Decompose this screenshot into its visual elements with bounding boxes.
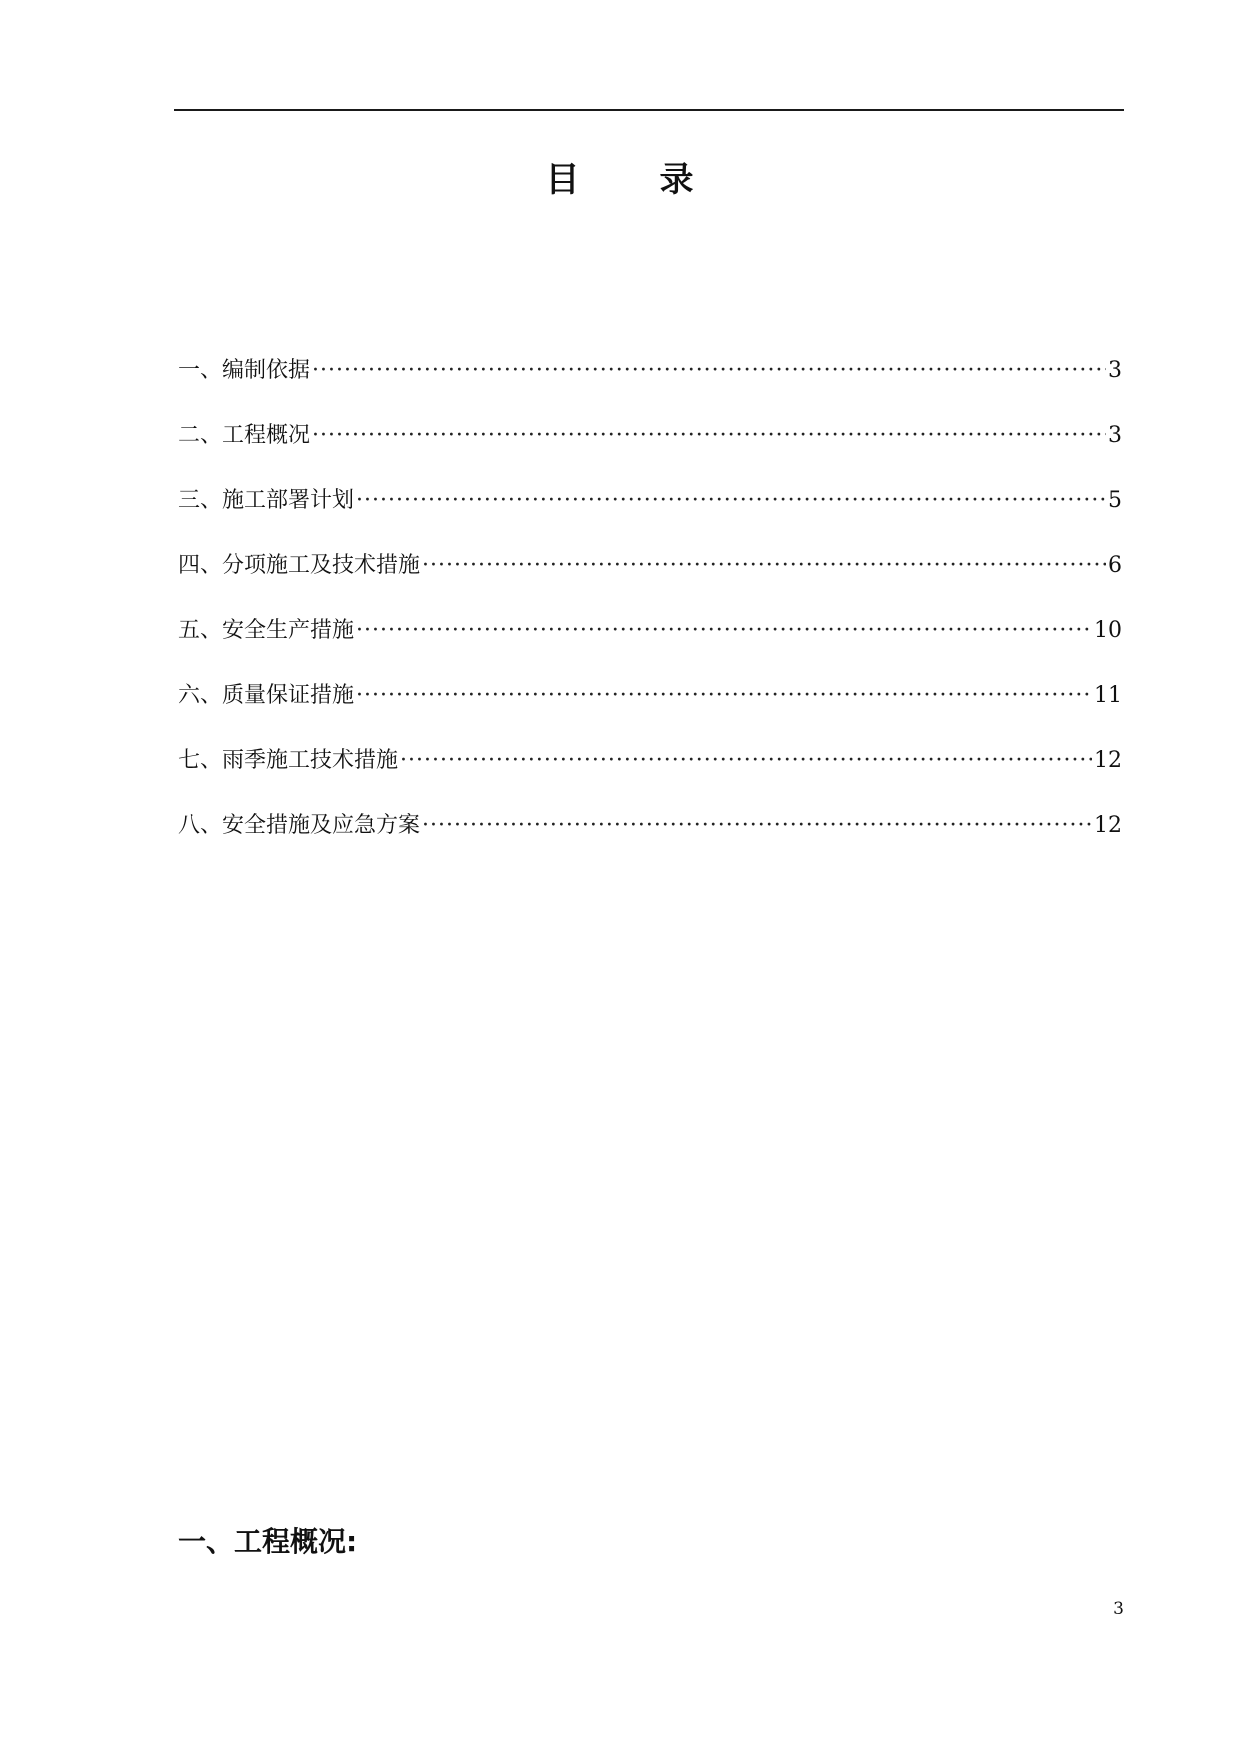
toc-entry[interactable] xyxy=(178,356,1122,421)
toc-list xyxy=(178,356,1122,876)
toc-entry-label: 七、雨季施工技术措施 xyxy=(178,748,399,773)
toc-dot-leader xyxy=(312,421,1106,451)
toc-entry-page: 3 xyxy=(1108,358,1122,383)
header-rule xyxy=(174,109,1124,111)
toc-entry-page: 10 xyxy=(1094,618,1122,643)
toc-entry-page: 3 xyxy=(1108,423,1122,448)
toc-dot-leader xyxy=(422,811,1092,841)
toc-entry[interactable] xyxy=(178,681,1122,746)
toc-dot-leader xyxy=(400,746,1092,776)
toc-entry-label: 二、工程概况 xyxy=(178,423,311,448)
toc-entry[interactable] xyxy=(178,421,1122,486)
toc-title-char-1: 目 xyxy=(545,160,582,200)
toc-entry-label: 三、施工部署计划 xyxy=(178,488,355,513)
toc-title xyxy=(0,158,1241,202)
toc-entry-page: 5 xyxy=(1108,488,1122,513)
toc-entry-label: 一、编制依据 xyxy=(178,358,311,383)
toc-dot-leader xyxy=(356,681,1092,711)
toc-entry[interactable] xyxy=(178,551,1122,616)
toc-entry-label: 五、安全生产措施 xyxy=(178,618,355,643)
page-number: 3 xyxy=(1113,1599,1124,1619)
toc-entry-page: 6 xyxy=(1108,553,1122,578)
toc-title-char-2: 录 xyxy=(659,160,696,200)
toc-entry-page: 11 xyxy=(1094,683,1122,708)
toc-dot-leader xyxy=(422,551,1106,581)
toc-dot-leader xyxy=(356,486,1106,516)
section-heading: 一、工程概况: xyxy=(178,1525,358,1558)
toc-entry[interactable] xyxy=(178,616,1122,681)
toc-entry[interactable] xyxy=(178,811,1122,876)
toc-entry-label: 六、质量保证措施 xyxy=(178,683,355,708)
toc-dot-leader xyxy=(356,616,1092,646)
toc-entry[interactable] xyxy=(178,486,1122,551)
toc-entry-page: 12 xyxy=(1094,813,1122,838)
toc-entry-label: 八、安全措施及应急方案 xyxy=(178,813,421,838)
toc-dot-leader xyxy=(312,356,1106,386)
toc-entry[interactable] xyxy=(178,746,1122,811)
toc-entry-page: 12 xyxy=(1094,748,1122,773)
toc-entry-label: 四、分项施工及技术措施 xyxy=(178,553,421,578)
